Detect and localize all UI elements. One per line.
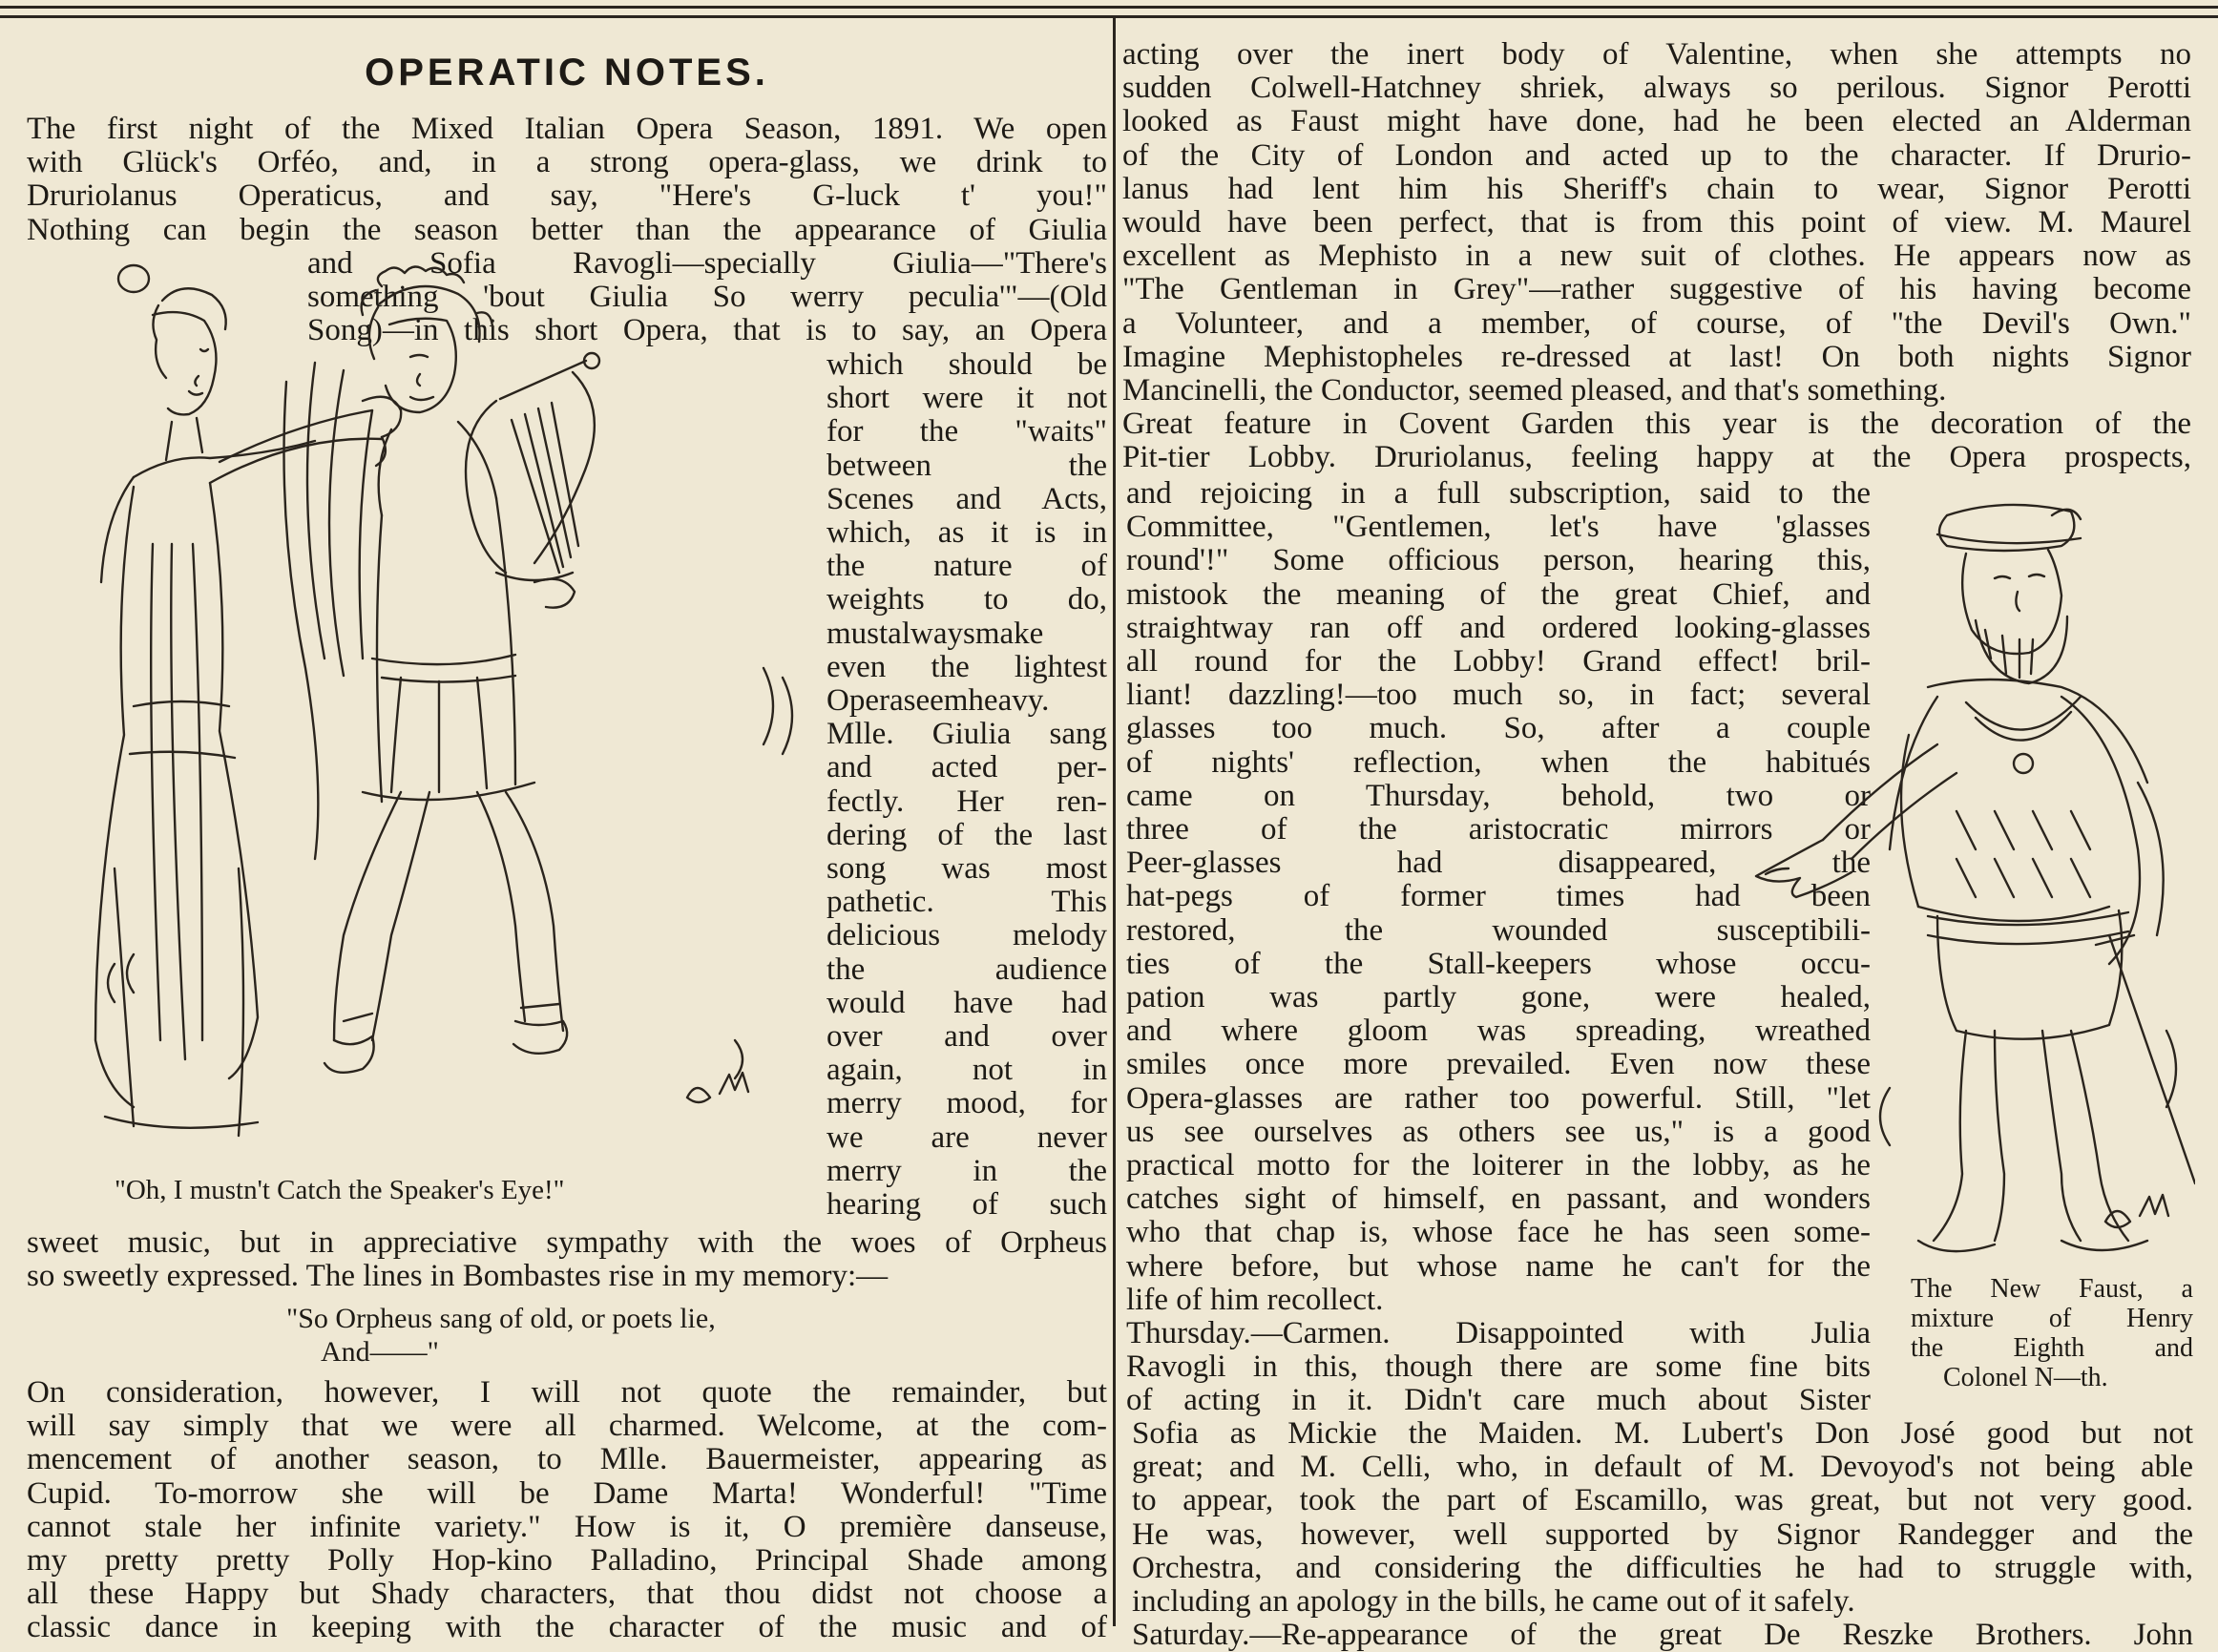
text-line: delicious melody (827, 918, 1107, 953)
text-line: hearing of such (827, 1187, 1107, 1223)
text-line: Committee, "Gentlemen, let's have 'glasses (1126, 510, 1871, 545)
text-line: Imagine Mephistopheles re-dressed at last! On both nights Signor (1122, 339, 2191, 374)
text-line: Sofia as Mickie the Maiden. M. Lubert's Don José good but not (1132, 1416, 2193, 1451)
text-line: Mlle. Giulia sang (827, 717, 1107, 752)
text-line: Song)—in this short Opera, that is to say, an Opera (307, 313, 1107, 348)
text-line: Cupid. To-morrow she will be Dame Marta! Wonderful! "Time (27, 1475, 1107, 1511)
text-line: sudden Colwell-Hatchney shriek, always so perilous. Signor Perotti (1122, 71, 2191, 106)
text-line: sweet music, but in appreciative sympathy with the woes of Orpheus (27, 1225, 1107, 1260)
text-line: Nothing can begin the season better than the appearance of Giulia (27, 212, 1107, 247)
text-line: which should be (827, 347, 1107, 382)
text-line: us see ourselves as others see us," is a good (1126, 1114, 1871, 1149)
caption-line: the Eighth and (1911, 1333, 2193, 1363)
text-line: lanus had lent him his Sheriff's chain to wear, Signor Perotti (1122, 171, 2191, 206)
text-line: would have been perfect, that is from this point of view. M. Maurel (1122, 205, 2191, 240)
text-line: hat-pegs of former times had been (1126, 879, 1871, 914)
text-line: Opera-glasses are rather too powerful. Still, "let (1126, 1080, 1871, 1116)
text-line: dering of the last (827, 817, 1107, 852)
text-line: He was, however, well supported by Signor Randegger and the (1132, 1516, 2193, 1552)
text-line: and rejoicing in a full subscription, said to the (1126, 476, 1871, 511)
text-line: Orchestra, and considering the difficulties he had to struggle with, (1132, 1550, 2193, 1585)
text-line: with Glück's Orféo, and, in a strong opera-glass, we drink to (27, 145, 1107, 180)
text-line: merry in the (827, 1153, 1107, 1188)
text-line: practical motto for the loiterer in the lobby, as he (1126, 1148, 1871, 1183)
article-heading: OPERATIC NOTES. (365, 52, 769, 94)
caption-line: The New Faust, a (1911, 1274, 2193, 1304)
top-rule-inner (0, 15, 2218, 18)
text-line: pation was partly gone, were healed, (1126, 980, 1871, 1015)
text-line: for the "waits" (827, 414, 1107, 450)
text-line: mustalwaysmake (827, 616, 1044, 651)
text-line: The first night of the Mixed Italian Opera Season, 1891. We open (27, 112, 1107, 146)
text-line: On consideration, however, I will not quote the remainder, but (27, 1375, 1107, 1410)
text-line: we are never (827, 1119, 1107, 1155)
caption-line: Colonel N—th. (1943, 1363, 2108, 1392)
text-line: weights to do, (827, 582, 1107, 617)
faust-illustration (1747, 496, 2195, 1269)
text-line: and acted per- (827, 750, 1107, 785)
text-line: my pretty pretty Polly Hop-kino Palladino, Principal Shade among (27, 1543, 1107, 1579)
text-line: acting over the inert body of Valentine, when she attempts no (1122, 37, 2191, 72)
text-line: will say simply that we were all charmed. Welcome, at the com- (27, 1409, 1107, 1444)
text-line: and Sofia Ravogli—specially Giulia—"There's (307, 246, 1107, 281)
text-line: over and over (827, 1019, 1107, 1055)
top-rule (0, 6, 2218, 9)
text-line: so sweetly expressed. The lines in Bombastes rise in my memory:— (27, 1259, 889, 1294)
col1-narrow-paragraph (827, 348, 1107, 1222)
text-line: the nature of (827, 549, 1107, 584)
text-line: smiles once more prevailed. Even now these (1126, 1047, 1871, 1082)
text-line: came on Thursday, behold, two or (1126, 778, 1871, 813)
text-line: great; and M. Celli, who, in default of M. Devoyod's not being able (1132, 1450, 2193, 1485)
text-line: Saturday.—Re-appearance of the great De Reszke Brothers. John (1132, 1618, 2193, 1652)
text-line: Thursday.—Carmen. Disappointed with Julia (1126, 1316, 1871, 1351)
text-line: fectly. Her ren- (827, 784, 1107, 819)
orpheus-illustration (76, 258, 821, 1174)
verse-quote-line-1: "So Orpheus sang of old, or poets lie, (286, 1303, 716, 1334)
text-line: round'!" Some officious person, hearing this, (1126, 543, 1871, 578)
text-line: Operaseemheavy. (827, 683, 1050, 719)
text-line: between the (827, 448, 1107, 483)
text-line: pathetic. This (827, 885, 1107, 920)
col1-after-paragraph (27, 1226, 1107, 1293)
text-line: song was most (827, 851, 1107, 887)
text-line: where before, but whose name he can't for the (1126, 1248, 1871, 1284)
text-line: Pit-tier Lobby. Druriolanus, feeling happy at the Opera prospects, (1122, 440, 2191, 475)
text-line: including an apology in the bills, he came out of it safely. (1132, 1584, 1855, 1620)
text-line: looked as Faust might have done, had he been elected an Alderman (1122, 104, 2191, 139)
text-line: cannot stale her infinite variety." How is it, O première danseuse, (27, 1509, 1107, 1544)
col2-top-paragraph (1122, 38, 2191, 475)
text-line: a Volunteer, and a member, of course, of "the Devil's Own." (1122, 305, 2191, 341)
text-line: straightway ran off and ordered looking-glasses (1126, 610, 1871, 645)
text-line: all these Happy but Shady characters, that thou didst not choose a (27, 1577, 1107, 1612)
text-line: classic dance in keeping with the character of the music and of (27, 1610, 1107, 1645)
text-line: excellent as Mephisto in a new suit of clothes. He appears now as (1122, 239, 2191, 274)
text-line: "The Gentleman in Grey"—rather suggestive of his having become (1122, 272, 2191, 307)
text-line: Scenes and Acts, (827, 481, 1107, 516)
text-line: who that chap is, whose face he has seen some- (1126, 1215, 1871, 1250)
text-line: Ravogli in this, though there are some fine bits (1126, 1349, 1871, 1385)
column-divider (1113, 17, 1116, 1626)
illustration-caption: "Oh, I mustn't Catch the Speaker's Eye!" (115, 1175, 565, 1205)
col1-top-paragraph (27, 113, 1107, 247)
verse-quote-line-2: And——" (321, 1336, 439, 1368)
text-line: glasses too much. So, after a couple (1126, 711, 1871, 746)
text-line: would have had (827, 985, 1107, 1020)
text-line: restored, the wounded susceptibili- (1126, 912, 1871, 948)
text-line: mencement of another season, to Mlle. Bauermeister, appearing as (27, 1442, 1107, 1477)
text-line: ties of the Stall-keepers whose occu- (1126, 946, 1871, 981)
text-line: Peer-glasses had disappeared, the (1126, 846, 1871, 881)
text-line: all round for the Lobby! Grand effect! bril- (1126, 644, 1871, 680)
text-line: liant! dazzling!—too much so, in fact; several (1126, 678, 1871, 713)
text-line: the audience (827, 951, 1107, 987)
text-line: Mancinelli, the Conductor, seemed pleased, and that's something. (1122, 373, 1947, 408)
text-line: catches sight of himself, en passant, and wonders (1126, 1181, 1871, 1217)
text-line: Druriolanus Operaticus, and say, "Here's G-luck t' you!" (27, 178, 1107, 214)
text-line: three of the aristocratic mirrors or (1126, 812, 1871, 847)
text-line: of the City of London and acted up to the character. If Drurio- (1122, 137, 2191, 173)
text-line: life of him recollect. (1126, 1282, 1384, 1317)
text-line: of acting in it. Didn't care much about Sister (1126, 1383, 1871, 1418)
caption-line: mixture of Henry (1911, 1304, 2193, 1333)
text-line: short were it not (827, 381, 1107, 416)
text-line: Great feature in Covent Garden this year is the decoration of the (1122, 407, 2191, 442)
text-line: to appear, took the part of Escamillo, was great, but not very good. (1132, 1483, 2193, 1518)
text-line: of nights' reflection, when the habitués (1126, 744, 1871, 780)
col2-bottom-paragraph (1132, 1417, 2193, 1652)
col1-bottom-paragraph (27, 1376, 1107, 1645)
text-line: merry mood, for (827, 1086, 1107, 1121)
text-line: and where gloom was spreading, wreathed (1126, 1014, 1871, 1049)
text-line: even the lightest (827, 649, 1107, 684)
text-line: again, not in (827, 1053, 1107, 1088)
text-line: which, as it is in (827, 515, 1107, 551)
text-line: mistook the meaning of the great Chief, and (1126, 576, 1871, 612)
text-line: something 'bout Giulia So werry peculia'"—(Old (307, 280, 1107, 315)
faust-caption (1911, 1274, 2193, 1392)
